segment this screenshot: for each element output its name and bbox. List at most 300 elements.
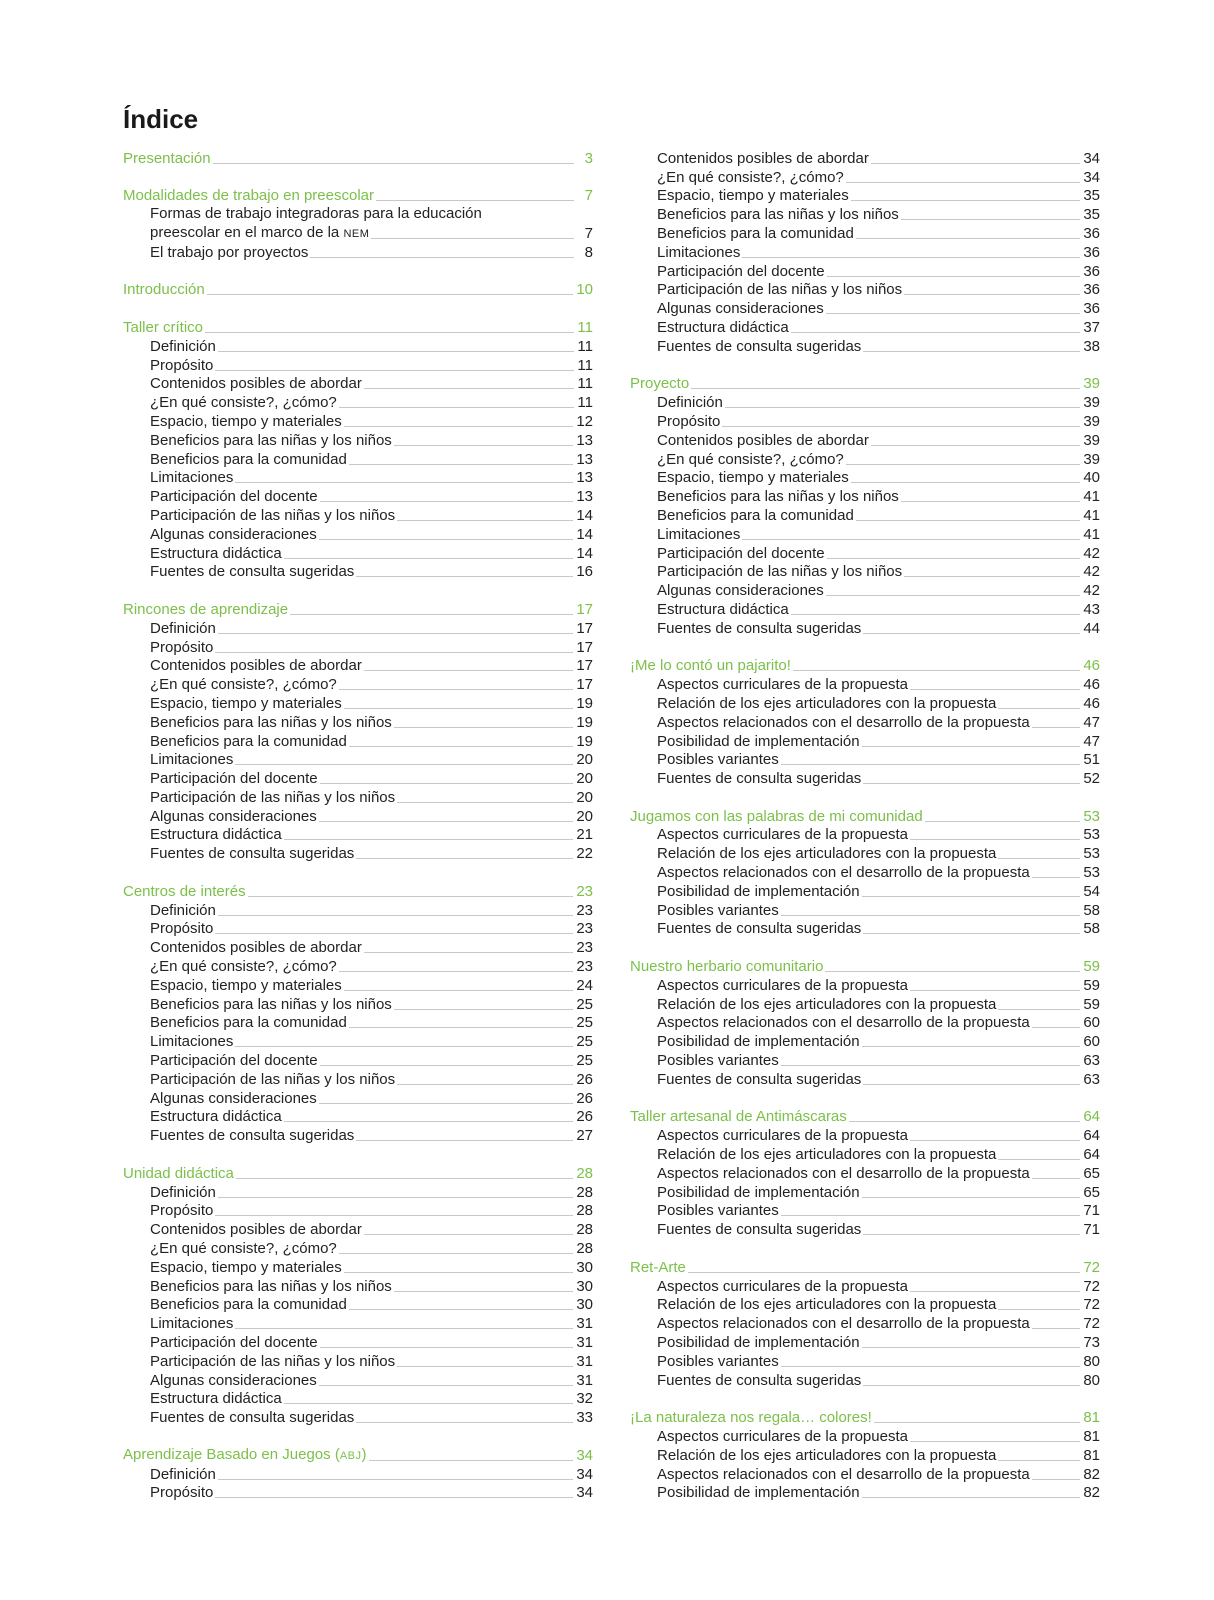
dot-leader bbox=[394, 727, 574, 728]
subentry-title bbox=[150, 224, 369, 243]
page-number: 44 bbox=[1083, 619, 1100, 637]
toc-subentry[interactable] bbox=[630, 844, 1100, 863]
dot-leader bbox=[849, 1121, 1081, 1122]
dot-leader bbox=[319, 1103, 574, 1104]
entry-label-text: Participación de las niñas y los niños bbox=[657, 281, 903, 299]
page-number: 46 bbox=[1083, 657, 1100, 675]
page-number: 23 bbox=[576, 920, 593, 938]
toc-section-entry[interactable] bbox=[123, 600, 593, 619]
entry-label-text: Beneficios para las niñas y los niños bbox=[150, 1277, 392, 1295]
toc-subentry[interactable] bbox=[630, 920, 1100, 939]
dot-leader bbox=[215, 1497, 573, 1498]
entry-label-text: Participación de las niñas y los niños bbox=[150, 1352, 396, 1370]
subentry-title bbox=[150, 1409, 354, 1427]
subentry-title bbox=[657, 845, 996, 863]
subentry-title bbox=[150, 639, 213, 657]
toc-subentry[interactable] bbox=[123, 619, 593, 638]
entry-label-text: El trabajo por proyectos bbox=[150, 243, 309, 261]
toc-subentry[interactable] bbox=[123, 675, 593, 694]
subentry-title bbox=[150, 620, 216, 638]
subentry-title bbox=[150, 357, 213, 375]
entry-label-text: Espacio, tiempo y materiales bbox=[150, 694, 342, 712]
toc-subentry[interactable] bbox=[123, 469, 593, 488]
toc-subentry[interactable] bbox=[630, 412, 1100, 431]
toc-section-entry[interactable] bbox=[630, 1108, 1100, 1127]
section-title bbox=[630, 1409, 872, 1427]
entry-label-text: Estructura didáctica bbox=[150, 544, 282, 562]
toc-subentry[interactable] bbox=[630, 1484, 1100, 1503]
page-number: 65 bbox=[1083, 1183, 1100, 1201]
dot-leader bbox=[863, 933, 1080, 934]
page-number: 51 bbox=[1083, 751, 1100, 769]
toc-subentry[interactable] bbox=[630, 168, 1100, 187]
page-number: 26 bbox=[576, 1108, 593, 1126]
toc-subentry[interactable] bbox=[123, 1484, 593, 1503]
entry-label-text: Posibles variantes bbox=[657, 1052, 779, 1070]
dot-leader bbox=[394, 445, 574, 446]
dot-leader bbox=[344, 426, 574, 427]
entry-label-text: Algunas consideraciones bbox=[150, 525, 317, 543]
subentry-title bbox=[657, 451, 844, 469]
toc-subentry[interactable] bbox=[630, 1296, 1100, 1315]
toc-subentry[interactable] bbox=[123, 1202, 593, 1221]
toc-subentry[interactable] bbox=[123, 1239, 593, 1258]
toc-section-entry[interactable] bbox=[630, 957, 1100, 976]
page-number: 20 bbox=[576, 807, 593, 825]
entry-abbreviation: ABJ bbox=[339, 1449, 362, 1462]
entry-label-text: Aspectos curriculares de la propuesta bbox=[657, 1427, 908, 1445]
entry-label-text: ¿En qué consiste?, ¿cómo? bbox=[150, 1240, 337, 1258]
toc-subentry[interactable] bbox=[630, 299, 1100, 318]
subentry-title bbox=[150, 1315, 233, 1333]
subentry-title bbox=[150, 733, 347, 751]
subentry-title bbox=[657, 432, 869, 450]
dot-leader bbox=[1032, 1178, 1081, 1179]
toc-subentry[interactable] bbox=[123, 243, 593, 262]
dot-leader bbox=[722, 426, 1080, 427]
subentry-title bbox=[657, 1052, 779, 1070]
dot-leader bbox=[998, 1159, 1080, 1160]
toc-subentry[interactable] bbox=[630, 882, 1100, 901]
dot-leader bbox=[215, 1215, 573, 1216]
toc-subentry[interactable] bbox=[630, 600, 1100, 619]
subentry-title bbox=[150, 920, 213, 938]
toc-subentry[interactable] bbox=[630, 1145, 1100, 1164]
toc-subentry[interactable] bbox=[123, 1126, 593, 1145]
entry-label-text: Aprendizaje Basado en Juegos ( bbox=[123, 1445, 340, 1463]
toc-subentry[interactable] bbox=[630, 1314, 1100, 1333]
toc-subentry[interactable] bbox=[630, 751, 1100, 770]
page-number: 71 bbox=[1083, 1202, 1100, 1220]
toc-subentry[interactable] bbox=[123, 1220, 593, 1239]
subentry-title bbox=[657, 1372, 861, 1390]
toc-subentry[interactable] bbox=[630, 769, 1100, 788]
entry-label-text: Fuentes de consulta sugeridas bbox=[657, 770, 862, 788]
toc-subentry[interactable] bbox=[630, 487, 1100, 506]
subentry-title bbox=[657, 1071, 861, 1089]
toc-subentry[interactable] bbox=[630, 450, 1100, 469]
page-number: 17 bbox=[576, 638, 593, 656]
subentry-title bbox=[150, 1334, 318, 1352]
section-title bbox=[630, 1108, 847, 1126]
toc-subentry[interactable] bbox=[630, 713, 1100, 732]
toc-section-entry[interactable] bbox=[123, 882, 593, 901]
page-number: 63 bbox=[1083, 1070, 1100, 1088]
toc-section-entry[interactable] bbox=[123, 318, 593, 337]
toc-subentry[interactable] bbox=[630, 337, 1100, 356]
toc-subentry[interactable] bbox=[630, 1333, 1100, 1352]
toc-subentry[interactable] bbox=[630, 863, 1100, 882]
page-number: 28 bbox=[576, 1221, 593, 1239]
entry-label-text: Modalidades de trabajo en preescolar bbox=[123, 187, 374, 205]
dot-leader bbox=[910, 1140, 1080, 1141]
toc-subentry[interactable] bbox=[123, 224, 593, 243]
dot-leader bbox=[863, 1385, 1080, 1386]
page-number: 17 bbox=[576, 619, 593, 637]
toc-subentry[interactable] bbox=[630, 732, 1100, 751]
toc-subentry[interactable] bbox=[630, 544, 1100, 563]
toc-subentry[interactable] bbox=[630, 1220, 1100, 1239]
toc-subentry[interactable] bbox=[123, 393, 593, 412]
dot-leader bbox=[1032, 727, 1081, 728]
entry-label-text: Posibilidad de implementación bbox=[657, 1334, 860, 1351]
toc-subentry[interactable] bbox=[123, 807, 593, 826]
toc-subentry[interactable] bbox=[123, 1296, 593, 1315]
page-number: 13 bbox=[576, 431, 593, 449]
dot-leader bbox=[871, 445, 1081, 446]
subentry-title bbox=[657, 733, 860, 751]
toc-subentry[interactable] bbox=[630, 187, 1100, 206]
dot-leader bbox=[319, 1385, 574, 1386]
subentry-title bbox=[657, 1353, 779, 1371]
toc-section-entry[interactable] bbox=[123, 1164, 593, 1183]
entry-label-text: Posibles variantes bbox=[657, 1202, 779, 1220]
toc-subentry[interactable] bbox=[630, 1014, 1100, 1033]
toc-subentry[interactable] bbox=[630, 1371, 1100, 1390]
toc-section-entry[interactable] bbox=[630, 1258, 1100, 1277]
toc-subentry[interactable] bbox=[123, 1277, 593, 1296]
toc-subentry[interactable] bbox=[630, 318, 1100, 337]
dot-leader bbox=[218, 1479, 573, 1480]
dot-leader bbox=[248, 896, 574, 897]
subentry-title bbox=[150, 676, 337, 694]
entry-label-text: Relación de los ejes articuladores con la propuesta bbox=[657, 845, 997, 863]
page-number: 72 bbox=[1083, 1315, 1100, 1333]
page-number: 32 bbox=[576, 1390, 593, 1408]
page-number: 25 bbox=[576, 1052, 593, 1070]
toc-subentry[interactable] bbox=[123, 506, 593, 525]
entry-label-text: Participación del docente bbox=[150, 1334, 318, 1351]
toc-subentry[interactable] bbox=[123, 938, 593, 957]
dot-leader bbox=[691, 388, 1080, 389]
entry-label-text: Definición bbox=[150, 619, 216, 637]
toc-subentry[interactable] bbox=[630, 581, 1100, 600]
page-number: 31 bbox=[576, 1352, 593, 1370]
page-number: 31 bbox=[576, 1334, 593, 1351]
subentry-title bbox=[657, 150, 869, 168]
entry-label-text: Relación de los ejes articuladores con la propuesta bbox=[657, 1296, 997, 1314]
page-number: 34 bbox=[1083, 168, 1100, 186]
toc-subentry[interactable] bbox=[123, 525, 593, 544]
toc-subentry[interactable] bbox=[123, 732, 593, 751]
subentry-title bbox=[657, 300, 824, 318]
toc-subentry[interactable] bbox=[123, 1408, 593, 1427]
entry-label-text: Limitaciones bbox=[150, 1033, 234, 1051]
entry-label-text: Aspectos curriculares de la propuesta bbox=[657, 1277, 908, 1295]
page-number: 30 bbox=[576, 1258, 593, 1276]
toc-subentry[interactable] bbox=[123, 1314, 593, 1333]
toc-subentry[interactable] bbox=[630, 995, 1100, 1014]
dot-leader bbox=[339, 1253, 574, 1254]
dot-leader bbox=[862, 746, 1081, 747]
toc-subentry[interactable] bbox=[630, 1202, 1100, 1221]
toc-subentry[interactable] bbox=[123, 1051, 593, 1070]
page-number: 72 bbox=[1083, 1277, 1100, 1295]
page-number: 11 bbox=[577, 375, 593, 393]
toc-subentry[interactable] bbox=[123, 769, 593, 788]
page-number: 53 bbox=[1083, 826, 1100, 844]
page-number: 25 bbox=[576, 995, 593, 1013]
subentry-title bbox=[657, 883, 860, 901]
entry-label-text: Posibles variantes bbox=[657, 1352, 779, 1370]
toc-subentry[interactable] bbox=[630, 1164, 1100, 1183]
subentry-title bbox=[150, 1202, 213, 1220]
toc-subentry[interactable] bbox=[630, 1352, 1100, 1371]
entry-label-text: Espacio, tiempo y materiales bbox=[150, 412, 342, 430]
entry-label-text: Definición bbox=[150, 337, 216, 355]
entry-label-text: Aspectos relacionados con el desarrollo de la propuesta bbox=[657, 1014, 1030, 1032]
toc-subentry[interactable] bbox=[630, 976, 1100, 995]
toc-subentry[interactable] bbox=[123, 375, 593, 394]
page-number: 17 bbox=[576, 657, 593, 675]
entry-label-text: Aspectos curriculares de la propuesta bbox=[657, 826, 908, 844]
page-number: 63 bbox=[1083, 1052, 1100, 1070]
dot-leader bbox=[235, 482, 573, 483]
entry-label-text: Posibles variantes bbox=[657, 901, 779, 919]
dot-leader bbox=[901, 501, 1081, 502]
dot-leader bbox=[320, 1065, 574, 1066]
toc-section-entry[interactable] bbox=[630, 1408, 1100, 1427]
toc-subentry[interactable] bbox=[630, 1465, 1100, 1484]
page-number: 16 bbox=[576, 563, 593, 581]
entry-label-text: Fuentes de consulta sugeridas bbox=[150, 563, 355, 581]
dot-leader bbox=[349, 464, 574, 465]
subentry-title bbox=[150, 1372, 317, 1390]
entry-label-text: Propósito bbox=[150, 920, 214, 938]
toc-subentry[interactable] bbox=[123, 544, 593, 563]
subentry-title bbox=[657, 507, 854, 525]
toc-subentry[interactable] bbox=[123, 1089, 593, 1108]
dot-leader bbox=[781, 915, 1081, 916]
toc-subentry[interactable] bbox=[123, 337, 593, 356]
toc-subentry[interactable] bbox=[630, 1051, 1100, 1070]
dot-leader bbox=[874, 1422, 1081, 1423]
toc-subentry[interactable] bbox=[123, 1465, 593, 1484]
toc-subentry[interactable] bbox=[630, 262, 1100, 281]
toc-section-entry[interactable] bbox=[123, 187, 593, 206]
dot-leader bbox=[1032, 1328, 1081, 1329]
dot-leader bbox=[742, 539, 1080, 540]
dot-leader bbox=[856, 520, 1081, 521]
dot-leader bbox=[827, 558, 1081, 559]
entry-label-text: Participación de las niñas y los niños bbox=[657, 563, 903, 581]
page-number: 72 bbox=[1083, 1258, 1100, 1276]
subentry-title bbox=[150, 375, 362, 393]
toc-section-entry[interactable] bbox=[630, 807, 1100, 826]
dot-leader bbox=[851, 200, 1081, 201]
dot-leader bbox=[397, 1084, 573, 1085]
toc-subentry[interactable] bbox=[123, 431, 593, 450]
entry-label-text: Limitaciones bbox=[150, 1315, 234, 1333]
toc-subentry[interactable] bbox=[630, 506, 1100, 525]
toc-section-entry[interactable] bbox=[123, 149, 593, 168]
toc-subentry[interactable] bbox=[630, 675, 1100, 694]
page-number: 82 bbox=[1083, 1484, 1100, 1502]
subentry-title bbox=[657, 601, 789, 619]
toc-subentry[interactable] bbox=[630, 525, 1100, 544]
toc-subentry[interactable] bbox=[123, 826, 593, 845]
page-number: 41 bbox=[1083, 525, 1100, 543]
toc-subentry[interactable] bbox=[630, 205, 1100, 224]
toc-section-entry[interactable] bbox=[123, 281, 593, 300]
page-number: 35 bbox=[1083, 187, 1100, 205]
toc-subentry[interactable] bbox=[123, 657, 593, 676]
toc-subentry[interactable] bbox=[630, 563, 1100, 582]
toc-subentry[interactable] bbox=[630, 1277, 1100, 1296]
toc-subentry[interactable] bbox=[123, 1014, 593, 1033]
entry-label-text: Contenidos posibles de abordar bbox=[150, 375, 362, 393]
subentry-title bbox=[150, 939, 362, 957]
dot-leader bbox=[320, 501, 574, 502]
page-number: 72 bbox=[1083, 1296, 1100, 1314]
dot-leader bbox=[284, 1121, 574, 1122]
dot-leader bbox=[998, 858, 1080, 859]
toc-subentry[interactable] bbox=[123, 713, 593, 732]
dot-leader bbox=[863, 1234, 1080, 1235]
toc-subentry[interactable] bbox=[123, 995, 593, 1014]
entry-label-text: Estructura didáctica bbox=[150, 1390, 282, 1408]
entry-label-text: Propósito bbox=[150, 1484, 214, 1502]
toc-subentry[interactable] bbox=[630, 469, 1100, 488]
toc-subentry[interactable] bbox=[123, 1183, 593, 1202]
toc-subentry[interactable] bbox=[630, 1126, 1100, 1145]
toc-subentry[interactable] bbox=[123, 844, 593, 863]
dot-leader bbox=[215, 652, 573, 653]
subentry-title bbox=[657, 413, 720, 431]
subentry-title bbox=[657, 469, 849, 487]
subentry-title bbox=[657, 187, 849, 205]
entry-label-text: Aspectos relacionados con el desarrollo de la propuesta bbox=[657, 1164, 1030, 1182]
toc-subentry[interactable] bbox=[630, 619, 1100, 638]
dot-leader bbox=[397, 802, 573, 803]
page-number: 27 bbox=[576, 1127, 593, 1145]
subentry-title bbox=[150, 1108, 282, 1126]
toc-section-entry[interactable] bbox=[630, 375, 1100, 394]
toc-subentry[interactable] bbox=[630, 1446, 1100, 1465]
toc-subentry[interactable] bbox=[630, 393, 1100, 412]
toc-subentry[interactable] bbox=[123, 920, 593, 939]
page-number: 64 bbox=[1083, 1127, 1100, 1145]
section-title bbox=[630, 958, 823, 976]
toc-column-right bbox=[630, 149, 1100, 1502]
toc-subentry[interactable] bbox=[630, 431, 1100, 450]
dot-leader bbox=[910, 990, 1080, 991]
dot-leader bbox=[846, 464, 1081, 465]
subentry-title bbox=[657, 206, 899, 224]
toc-subentry[interactable] bbox=[630, 149, 1100, 168]
toc-subentry[interactable] bbox=[630, 1070, 1100, 1089]
toc-subentry[interactable] bbox=[123, 957, 593, 976]
page-number: 36 bbox=[1083, 262, 1100, 280]
entry-label-text: Posibilidad de implementación bbox=[657, 732, 860, 750]
toc-subentry[interactable] bbox=[630, 243, 1100, 262]
entry-label-text: Limitaciones bbox=[657, 243, 741, 261]
toc-subentry[interactable] bbox=[123, 1333, 593, 1352]
toc-subentry[interactable] bbox=[123, 901, 593, 920]
entry-label-text: Beneficios para las niñas y los niños bbox=[150, 431, 392, 449]
toc-subentry[interactable] bbox=[123, 450, 593, 469]
dot-leader bbox=[862, 1197, 1081, 1198]
toc-subentry[interactable] bbox=[123, 1352, 593, 1371]
toc-subentry[interactable] bbox=[123, 487, 593, 506]
toc-subentry[interactable] bbox=[123, 1070, 593, 1089]
toc-section-entry[interactable] bbox=[630, 657, 1100, 676]
toc-subentry[interactable] bbox=[630, 1183, 1100, 1202]
toc-subentry[interactable] bbox=[630, 826, 1100, 845]
subentry-title bbox=[657, 676, 908, 694]
page-number: 47 bbox=[1083, 732, 1100, 750]
page-number: 82 bbox=[1083, 1465, 1100, 1483]
entry-label-text: Contenidos posibles de abordar bbox=[150, 657, 362, 675]
entry-label-text: Participación del docente bbox=[657, 262, 825, 280]
entry-label-text: Relación de los ejes articuladores con la propuesta bbox=[657, 995, 997, 1013]
dot-leader bbox=[791, 332, 1081, 333]
toc-subentry[interactable] bbox=[123, 563, 593, 582]
page-number: 11 bbox=[577, 318, 593, 336]
toc-subentry[interactable] bbox=[630, 694, 1100, 713]
toc-subentry[interactable] bbox=[123, 356, 593, 375]
toc-subentry[interactable] bbox=[630, 1032, 1100, 1051]
page-number: 59 bbox=[1083, 958, 1100, 976]
toc-subentry[interactable] bbox=[630, 281, 1100, 300]
subentry-title bbox=[657, 526, 740, 544]
section-title bbox=[123, 187, 374, 205]
entry-label-text: Aspectos relacionados con el desarrollo de la propuesta bbox=[657, 1465, 1030, 1483]
toc-subentry[interactable] bbox=[123, 1258, 593, 1277]
entry-label-text: Aspectos curriculares de la propuesta bbox=[657, 1127, 908, 1145]
entry-label-text: Definición bbox=[150, 1465, 216, 1483]
toc-subentry[interactable] bbox=[123, 1108, 593, 1127]
subentry-title bbox=[150, 451, 347, 469]
toc-subentry[interactable] bbox=[123, 1032, 593, 1051]
toc-subentry[interactable] bbox=[630, 224, 1100, 243]
toc-subentry[interactable] bbox=[630, 901, 1100, 920]
toc-section-entry[interactable] bbox=[123, 1446, 593, 1465]
toc-subentry[interactable] bbox=[123, 1371, 593, 1390]
toc-subentry[interactable] bbox=[123, 412, 593, 431]
toc-subentry[interactable] bbox=[123, 694, 593, 713]
page-number: 11 bbox=[577, 337, 593, 355]
toc-subentry[interactable] bbox=[123, 976, 593, 995]
toc-subentry[interactable] bbox=[123, 638, 593, 657]
toc-subentry[interactable] bbox=[123, 1390, 593, 1409]
entry-label-text: ¿En qué consiste?, ¿cómo? bbox=[657, 450, 844, 468]
entry-label-text: Aspectos relacionados con el desarrollo de la propuesta bbox=[657, 713, 1030, 731]
toc-subentry[interactable] bbox=[630, 1427, 1100, 1446]
toc-subentry[interactable] bbox=[123, 788, 593, 807]
toc-subentry[interactable] bbox=[123, 751, 593, 770]
section-title bbox=[123, 150, 211, 168]
